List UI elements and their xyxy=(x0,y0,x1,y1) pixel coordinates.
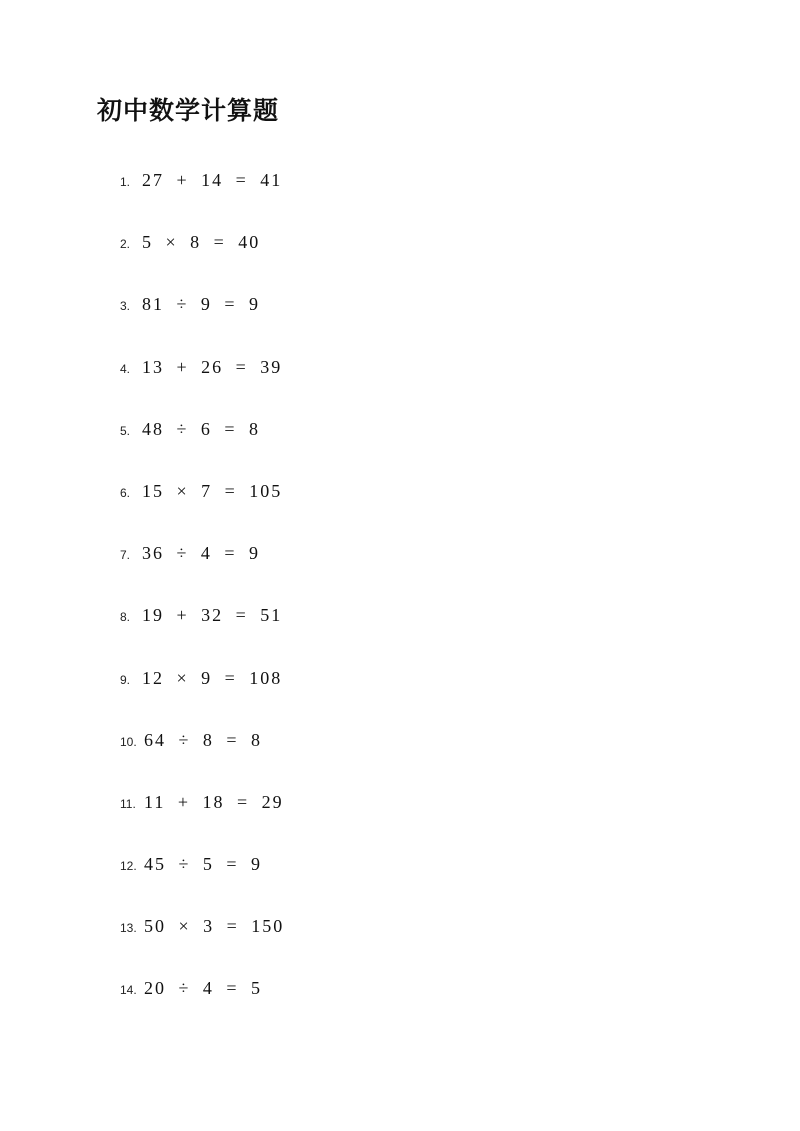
problem-expression: 15 × 7 = 105 xyxy=(142,480,283,501)
problem-number: 12. xyxy=(120,859,137,874)
problem-expression: 36 ÷ 4 = 9 xyxy=(142,543,261,564)
problem-number: 13. xyxy=(120,921,137,936)
problem-number: 3. xyxy=(120,299,131,314)
problem-list xyxy=(120,170,284,1041)
problem-expression: 48 ÷ 6 = 8 xyxy=(142,418,261,439)
problem-expression: 12 × 9 = 108 xyxy=(142,667,283,688)
problem-item xyxy=(120,854,284,916)
problem-number: 9. xyxy=(120,672,131,687)
problem-item xyxy=(120,170,284,232)
problem-expression: 64 ÷ 8 = 8 xyxy=(144,729,263,750)
problem-number: 10. xyxy=(120,734,137,749)
problem-number: 11. xyxy=(120,796,136,811)
problem-item xyxy=(120,916,284,978)
problem-expression: 20 ÷ 4 = 5 xyxy=(144,978,263,999)
problem-expression: 5 × 8 = 40 xyxy=(142,232,261,253)
problem-number: 8. xyxy=(120,610,131,625)
problem-item xyxy=(120,481,284,543)
page-title: 初中数学计算题 xyxy=(97,96,280,125)
problem-expression: 13 + 26 = 39 xyxy=(142,356,283,377)
problem-number: 1. xyxy=(120,175,131,189)
problem-number: 14. xyxy=(120,983,137,998)
problem-expression: 45 ÷ 5 = 9 xyxy=(144,854,263,875)
problem-item xyxy=(120,978,284,1040)
problem-item xyxy=(120,357,284,419)
problem-item xyxy=(120,543,284,605)
problem-item xyxy=(120,419,284,481)
problem-expression: 19 + 32 = 51 xyxy=(142,605,283,626)
problem-item xyxy=(120,792,284,854)
problem-number: 6. xyxy=(120,485,131,500)
problem-number: 2. xyxy=(120,237,131,252)
problem-expression: 81 ÷ 9 = 9 xyxy=(142,294,261,315)
problem-expression: 27 + 14 = 41 xyxy=(142,170,283,190)
problem-expression: 11 + 18 = 29 xyxy=(144,791,284,812)
problem-item xyxy=(120,232,284,294)
problem-number: 7. xyxy=(120,548,131,563)
problem-item xyxy=(120,730,284,792)
problem-expression: 50 × 3 = 150 xyxy=(144,916,285,937)
problem-number: 5. xyxy=(120,423,131,438)
problem-item xyxy=(120,605,284,667)
problem-item xyxy=(120,668,284,730)
problem-item xyxy=(120,294,284,356)
problem-number: 4. xyxy=(120,361,131,376)
